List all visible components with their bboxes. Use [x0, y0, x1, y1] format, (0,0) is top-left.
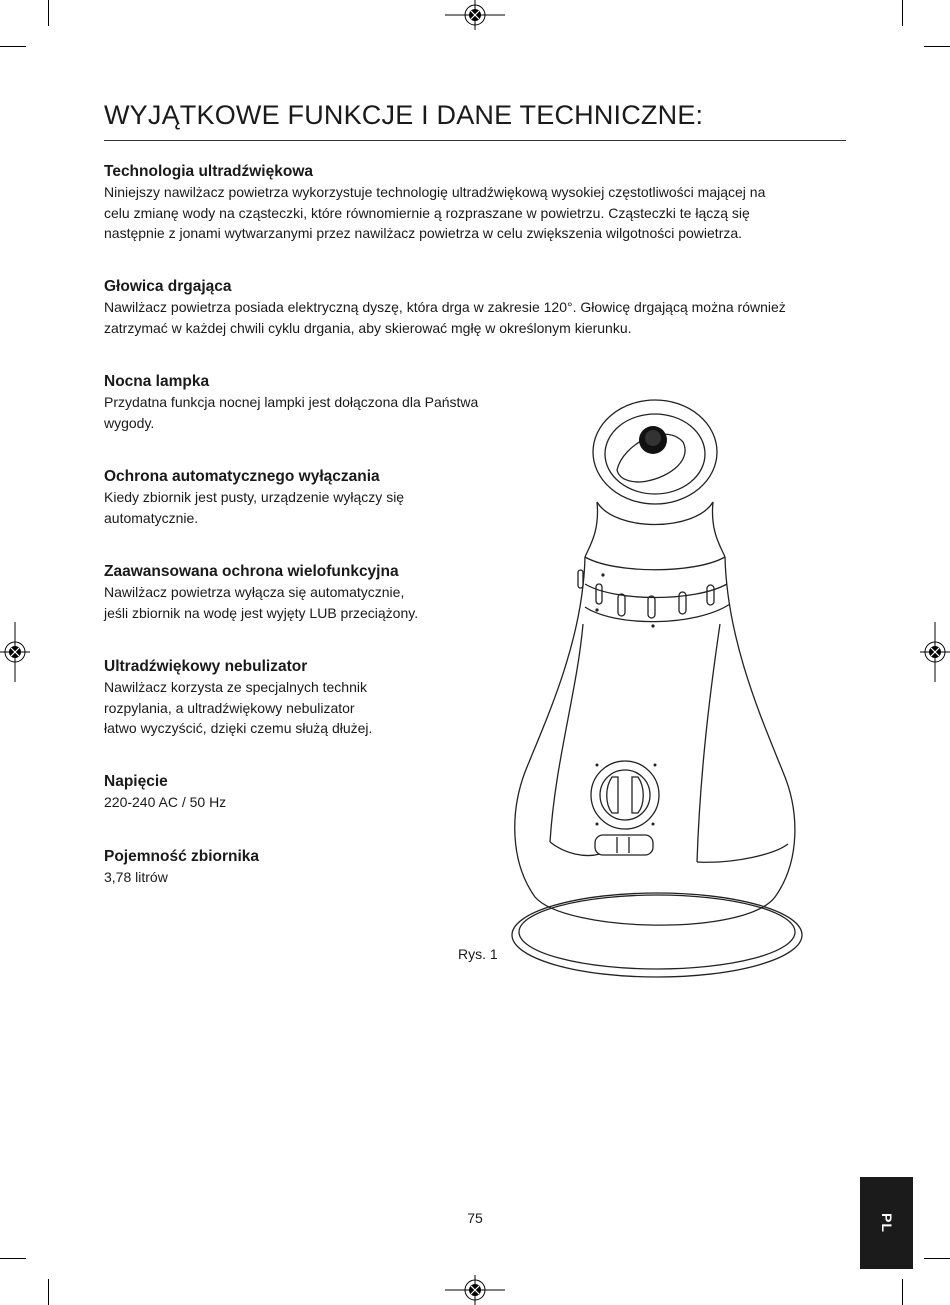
section-ultrasonic-technology — [104, 162, 846, 244]
section-text: 220-240 AC / 50 Hz — [104, 794, 227, 810]
section-heading: Ochrona automatycznego wyłączania — [104, 468, 380, 485]
registration-mark-icon — [0, 622, 30, 682]
crop-mark — [0, 46, 26, 47]
section-heading: Ultradźwiękowy nebulizator — [104, 658, 308, 675]
figure-caption: Rys. 1 — [458, 946, 498, 962]
registration-mark-icon — [445, 0, 505, 30]
section-advanced-protection — [104, 562, 524, 623]
section-text: Kiedy zbiornik jest pusty, urządzenie wyłączy się automatycznie. — [104, 489, 405, 526]
crop-mark — [48, 0, 49, 26]
crop-mark — [0, 1258, 26, 1259]
section-heading: Nocna lampka — [104, 373, 210, 390]
section-heading: Napięcie — [104, 773, 168, 790]
section-heading: Zaawansowana ochrona wielofunkcyjna — [104, 563, 399, 580]
humidifier-illustration — [505, 392, 815, 987]
section-nebulizer — [104, 657, 524, 739]
section-text: Niniejszy nawilżacz powietrza wykorzystuje technologię ultradźwiękową wysokiej częstotliwości mającej na celu zmianę wody na cząsteczki, które równomiernie ą rozpraszane w powietrzu. Cząsteczki te łączą się następnie z jonami wytwarzanymi przez nawilżacz powietrza w celu zwiększenia wilgotności powietrza. — [104, 184, 766, 241]
section-text: Przydatna funkcja nocnej lampki jest dołączona dla Państwa wygody. — [104, 394, 479, 431]
registration-mark-icon — [920, 622, 950, 682]
crop-mark — [902, 1279, 903, 1305]
section-oscillating-head — [104, 277, 846, 338]
section-tank-capacity — [104, 847, 524, 888]
crop-mark — [48, 1279, 49, 1305]
crop-mark — [924, 1258, 950, 1259]
page-title: WYJĄTKOWE FUNKCJE I DANE TECHNICZNE: — [104, 98, 846, 141]
section-text: Nawilżacz powietrza wyłącza się automatycznie, jeśli zbiornik na wodę jest wyjęty LUB przeciążony. — [104, 584, 419, 621]
page-number: 75 — [467, 1210, 483, 1226]
section-voltage — [104, 772, 524, 813]
section-auto-shutoff — [104, 467, 524, 528]
language-tab — [860, 1177, 913, 1269]
section-text: Nawilżacz korzysta ze specjalnych technik rozpylania, a ultradźwiękowy nebulizator łatwo wyczyścić, dzięki czemu służą dłużej. — [104, 679, 373, 736]
registration-mark-icon — [445, 1275, 505, 1305]
section-night-lamp — [104, 372, 524, 433]
section-text: 3,78 litrów — [104, 869, 168, 885]
section-heading: Technologia ultradźwiękowa — [104, 163, 313, 180]
section-text: Nawilżacz powietrza posiada elektryczną dyszę, która drga w zakresie 120°. Głowicę drgającą można również zatrzymać w każdej chwili cyklu drgania, aby skierować mgłę w określonym kierunku. — [104, 299, 786, 336]
crop-mark — [924, 46, 950, 47]
crop-mark — [902, 0, 903, 26]
language-tab-label: PL — [878, 1213, 895, 1233]
section-heading: Głowica drgająca — [104, 278, 232, 295]
section-heading: Pojemność zbiornika — [104, 848, 260, 865]
